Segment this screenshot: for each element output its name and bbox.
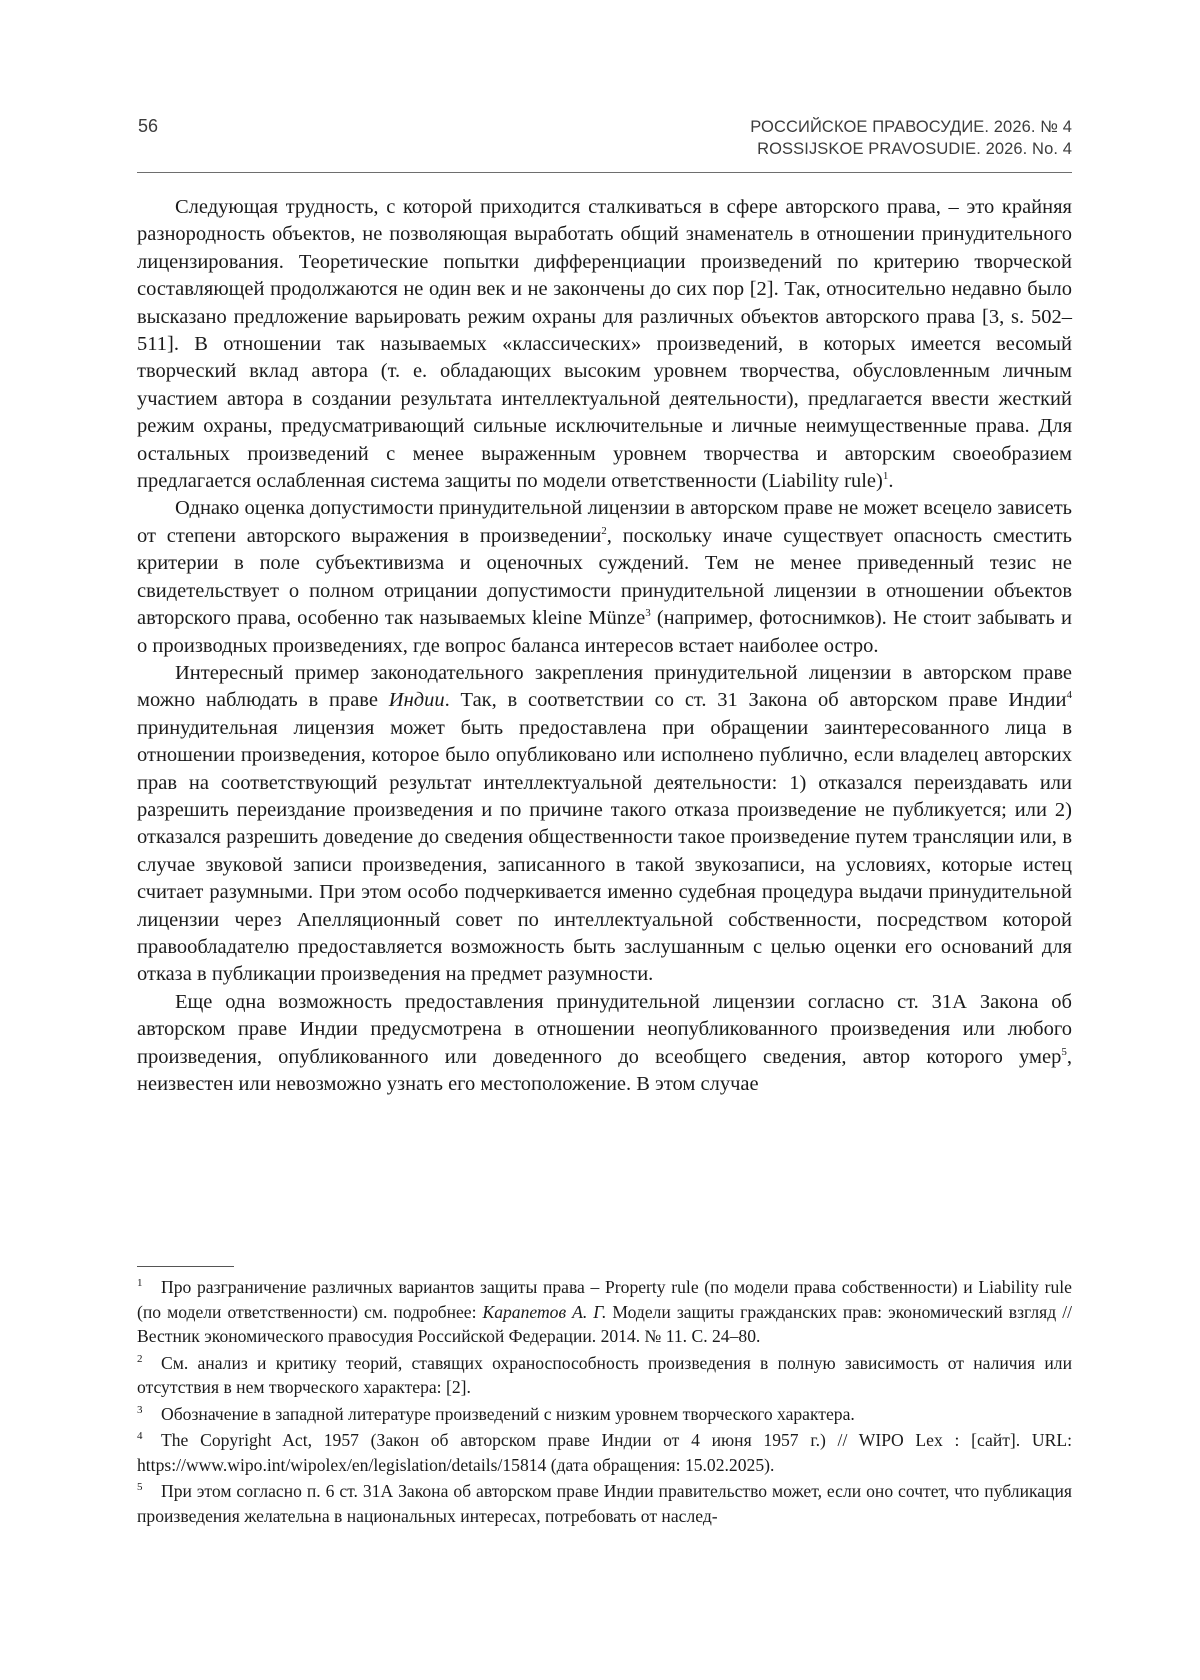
- footnote-3: 3 Обозначение в западной литературе произведений с низким уровнем творческого характера.: [137, 1403, 855, 1424]
- footnote-ref[interactable]: 3: [645, 607, 651, 620]
- journal-title-block: [750, 116, 1072, 160]
- footnote-5: 5 При этом согласно п. 6 ст. 31А Закона об авторском праве Индии правительство может, если оно сочтет, что публикация произведения желательна в национальных интересах, потребовать от наслед-: [137, 1481, 1072, 1526]
- paragraph: Еще одна возможность предоставления принудительной лицензии согласно ст. 31А Закона об авторском праве Индии предусмотрена в отношении неопубликованного произведения или любого произведения, опубликованного или доведенного до всеобщего сведения, автор которого умер$^5$, неизвестен или невозможно узнать его местоположение. В этом случае: [137, 990, 1072, 1095]
- running-header: [137, 112, 1072, 173]
- footnotes: [137, 1275, 1072, 1530]
- paragraph: Однако оценка допустимости принудительной лицензии в авторском праве не может всецело зависеть от степени авторского выражения в произведении$^2$, поскольку иначе существует опасность сместить критерии в поле субъективизма и оценочных суждений. Тем не менее приведенный тезис не свидетельствует о полном отрицании допустимости принудительной лицензии в отношении объектов авторского права, особенно так называемых kleine Münze$^3$ (например, фотоснимков). Не стоит забывать и о производных произведениях, где вопрос баланса интересов встает наиболее остро.: [137, 497, 1072, 657]
- footnote-ref[interactable]: 2: [601, 525, 607, 538]
- footnote-2: 2 См. анализ и критику теорий, ставящих охраноспособность произведения в полную зависимость от наличия или отсутствия в нем творческого характера: [2].: [137, 1352, 1072, 1397]
- journal-title-en: ROSSIJSKOE PRAVOSUDIE. 2026. No. 4: [757, 140, 1072, 158]
- footnote-1: 1 Про разграничение различных вариантов защиты права – Property rule (по модели права собственности) и Liability rule (по модели ответственности) см. подробнее: Карапетов А. Г. Модели защиты гражданских прав: экономический взгляд // Вестник экономического правосудия Российской Федерации. 2014. № 11. С. 24–80.: [137, 1277, 1072, 1346]
- footnote-ref[interactable]: 5: [1061, 1045, 1067, 1058]
- journal-title-ru: РОССИЙСКОЕ ПРАВОСУДИЕ. 2026. № 4: [750, 118, 1072, 136]
- footnote-divider: [137, 1266, 234, 1267]
- paragraph: Интересный пример законодательного закрепления принудительной лицензии в авторском праве можно наблюдать в праве Индии. Так, в соответствии со ст. 31 Закона об авторском праве Индии$^4$ принудительная лицензия может быть предоставлена при обращении заинтересованного лица в отношении произведения, которое было опубликовано или исполнено публично, если владелец авторских прав на соответствующий результат интеллектуальной деятельности: 1) отказался переиздавать или разрешить переиздание произведения и по причине такого отказа произведение не публикуется; или 2) отказался разрешить доведение до сведения общественности такое произведение путем трансляции или, в случае звуковой записи произведения, записанного в такой звукозаписи, на условиях, которые истец считает разумными. При этом особо подчеркивается именно судебная процедура выдачи принудительной лицензии через Апелляционный совет по интеллектуальной собственности, посредством которой правообладателю предоставляется возможность быть заслушанным с целью оценки его оснований для отказа в публикации произведения на предмет разумности.: [137, 661, 1072, 986]
- article-body: [137, 194, 1072, 1098]
- footnote-ref[interactable]: 1: [882, 470, 889, 483]
- footnote-4: 4 The Copyright Act, 1957 (Закон об авторском праве Индии от 4 июня 1957 г.) // WIPO Lex : [сайт]. URL: https://www.wipo.int/wipolex/en/legislation/details/15814 (дата обращения: 15.02.2025).: [137, 1430, 1072, 1475]
- paragraph: Следующая трудность, с которой приходится сталкиваться в сфере авторского права, – это крайняя разнородность объектов, не позволяющая выработать общий знаменатель в отношении принудительного лицензирования. Теоретические попытки дифференциации произведений по критерию творческой составляющей продолжаются не один век и не закончены до сих пор [2]. Так, относительно недавно было высказано предложение варьировать режим охраны для различных объектов авторского права [3, s. 502–511]. В отношении так называемых «классических» произведений, в которых имеется весомый творческий вклад автора (т. е. обладающих высоким уровнем творчества, обусловленным личным участием автора в создании результата интеллектуальной деятельности), предлагается ввести жесткий режим охраны, предусматривающий сильные исключительные и личные неимущественные права. Для остальных произведений с менее выраженным уровнем творчества и авторским своеобразием предлагается ослабленная система защиты по модели ответственности (Liability rule)$^1$.: [137, 196, 1072, 493]
- page-number: 56: [138, 116, 159, 136]
- footnote-ref[interactable]: 4: [1066, 689, 1072, 702]
- italic-term: Индии: [388, 689, 445, 712]
- author-name: Карапетов А. Г.: [482, 1301, 607, 1322]
